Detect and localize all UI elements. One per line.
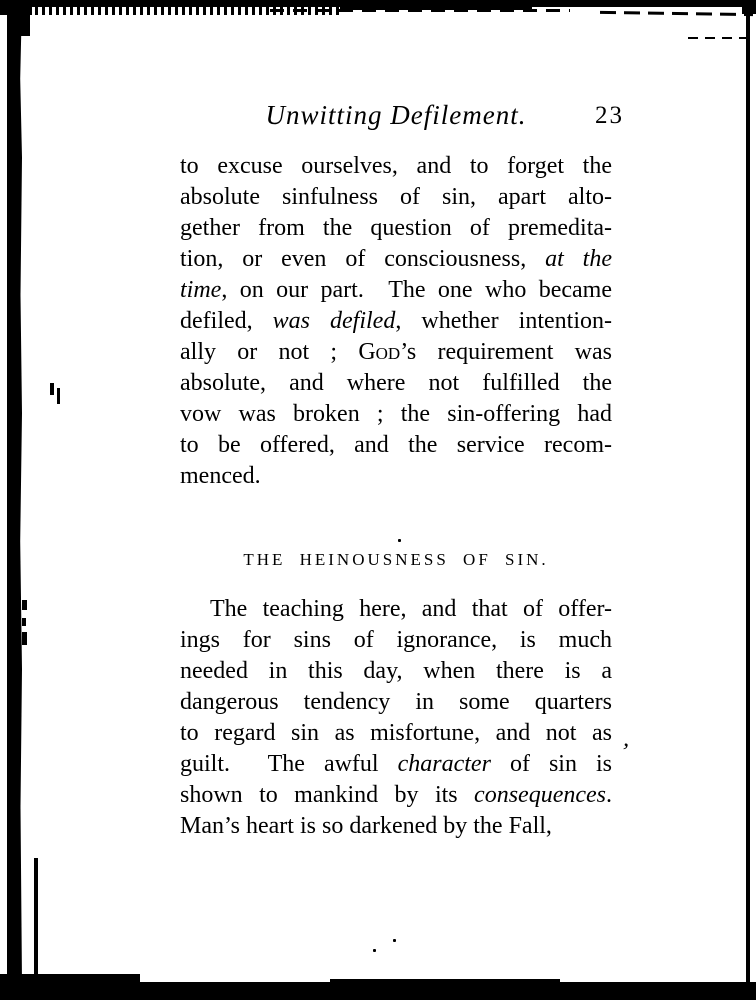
emphasized-text: character bbox=[397, 751, 491, 777]
scan-dashed-line bbox=[600, 11, 753, 16]
page-number: 23 bbox=[595, 102, 624, 129]
scan-speckle bbox=[398, 539, 401, 542]
scan-border-right bbox=[746, 12, 750, 984]
body-text: ally or not ; bbox=[180, 339, 359, 365]
body-text: defiled, bbox=[180, 308, 273, 334]
scan-border-bottom bbox=[0, 974, 140, 984]
text-line bbox=[180, 399, 612, 430]
body-text: Man’s heart is so darkened by the Fall, bbox=[180, 813, 552, 839]
text-line bbox=[180, 718, 612, 749]
text-line bbox=[180, 656, 612, 687]
running-head-title: Unwitting Defilement. bbox=[265, 100, 527, 130]
text-line bbox=[180, 687, 612, 718]
text-line bbox=[180, 430, 612, 461]
body-text: . bbox=[606, 782, 612, 808]
scan-corner-top-left bbox=[21, 0, 30, 36]
body-text: to be offered, and the service recom- bbox=[180, 432, 612, 458]
text-line bbox=[180, 244, 612, 275]
body-text: to excuse ourselves, and to forget the bbox=[180, 153, 612, 179]
scan-speckle bbox=[57, 388, 60, 404]
text-line bbox=[180, 337, 612, 368]
scan-border-top-hatching bbox=[0, 0, 340, 15]
body-text: gether from the question of premedita- bbox=[180, 215, 612, 241]
body-text: absolute, and where not fulfilled the bbox=[180, 370, 612, 396]
body-text: guilt. The awful bbox=[180, 751, 398, 777]
body-text: tion, or even of consciousness, bbox=[180, 246, 546, 272]
paragraph bbox=[180, 594, 612, 842]
scan-dashed-line bbox=[270, 9, 570, 12]
scan-border-bottom bbox=[330, 979, 560, 984]
scan-streak-left bbox=[34, 858, 38, 984]
scan-speckle bbox=[22, 618, 26, 626]
body-text: ings for sins of ignorance, is much bbox=[180, 627, 612, 653]
scan-stray-mark: , bbox=[622, 725, 632, 753]
body-text: ’s requirement was bbox=[400, 339, 612, 365]
body-text: to regard sin as misfortune, and not as bbox=[180, 720, 612, 746]
emphasized-text: was defiled bbox=[272, 308, 396, 334]
emphasized-text: consequences bbox=[474, 782, 606, 808]
text-line bbox=[180, 811, 612, 842]
body-text: vow was broken ; the sin-offering had bbox=[180, 401, 612, 427]
scan-speckle bbox=[50, 383, 54, 395]
text-line bbox=[180, 461, 612, 492]
emphasized-text: at the bbox=[545, 246, 612, 272]
text-line bbox=[180, 749, 612, 780]
body-text: dangerous tendency in some quarters bbox=[180, 689, 612, 715]
scan-speckle bbox=[373, 949, 376, 952]
scan-border-left bbox=[7, 0, 22, 984]
scan-corner-top-right bbox=[742, 0, 756, 14]
text-line bbox=[180, 213, 612, 244]
scan-speckle bbox=[22, 600, 27, 610]
text-line bbox=[180, 594, 612, 625]
text-line bbox=[180, 151, 612, 182]
text-line bbox=[180, 780, 612, 811]
body-text: menced. bbox=[180, 463, 261, 489]
text-line bbox=[180, 275, 612, 306]
text-line bbox=[180, 182, 612, 213]
body-text: of sin is bbox=[490, 751, 612, 777]
scan-dashed-line bbox=[688, 37, 754, 39]
scan-speckle bbox=[393, 939, 396, 942]
section-heading: THE HEINOUSNESS OF SIN. bbox=[243, 550, 549, 569]
body-text: , on our part. The one who became bbox=[221, 277, 612, 303]
body-text: absolute sinfulness of sin, apart alto- bbox=[180, 184, 612, 210]
emphasized-text: time bbox=[180, 277, 222, 303]
text-line bbox=[180, 368, 612, 399]
paragraph bbox=[180, 151, 612, 492]
running-head bbox=[180, 97, 624, 133]
small-caps-text: God bbox=[358, 339, 401, 365]
body-text: needed in this day, when there is a bbox=[180, 658, 612, 684]
text-line bbox=[180, 625, 612, 656]
body-text: , whether intention- bbox=[395, 308, 612, 334]
scan-speckle bbox=[22, 632, 27, 645]
text-line bbox=[180, 306, 612, 337]
scan-border-bottom bbox=[0, 982, 756, 1000]
body-text: The teaching here, and that of offer- bbox=[210, 596, 612, 622]
body-text: shown to mankind by its bbox=[180, 782, 475, 808]
